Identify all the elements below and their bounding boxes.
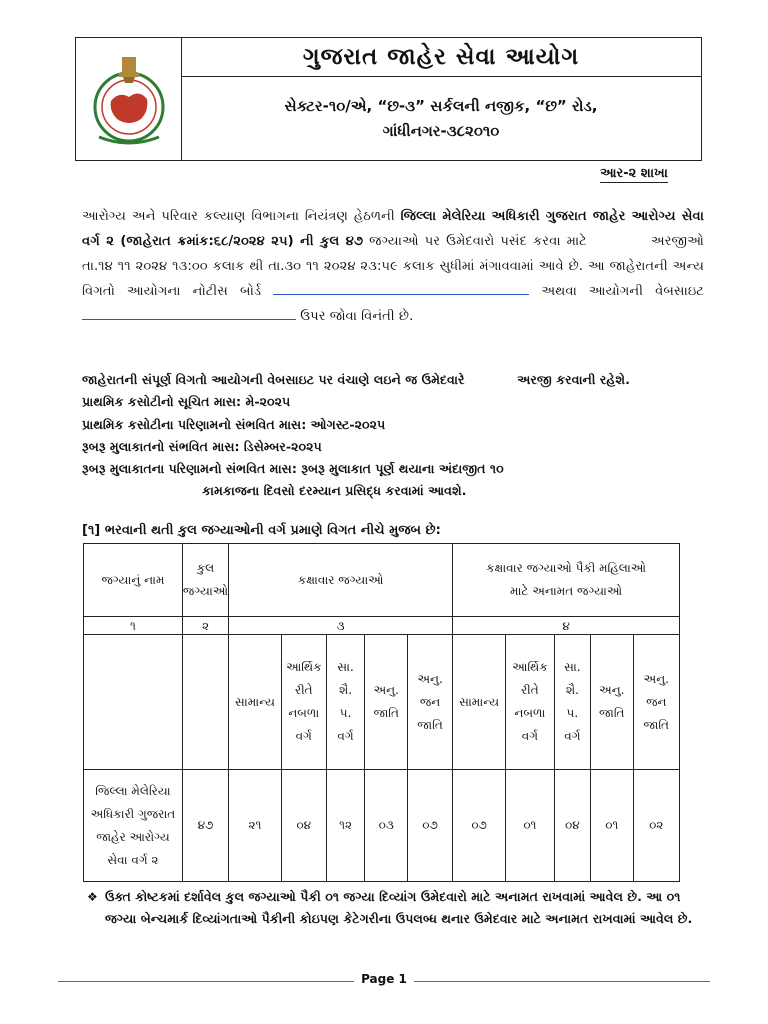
header-box (75, 37, 702, 161)
category-cell: અનુ. જાતિ (591, 635, 634, 770)
intro-post-name: જિલ્લા મેલેરિયા અધિકારી ગુજરાત જાહેર આરોગ્ય સેવા વર્ગ ૨ (જાહેરાત ક્રમાંક:૬૮/૨૦૨૪ ૨૫) ની કુલ ૪૭ (82, 209, 704, 249)
header-total: કુલ જગ્યાઓ (182, 544, 228, 617)
table-number-row (84, 617, 680, 635)
value-cell: ૦૪ (281, 770, 326, 882)
website-link[interactable] (82, 306, 296, 320)
header-post-name: જગ્યાનું નામ (84, 544, 183, 617)
schedule-notes (82, 369, 704, 503)
table-category-row (84, 635, 680, 770)
emblem-icon (89, 49, 169, 149)
note-line-5: રૂબરૂ મુલાકાતના પરિણામનો સંભવિત માસ: રૂબરૂ મુલાકાત પૂર્ણ થયાના અંદાજીત ૧૦ (82, 461, 504, 477)
value-cell: ૦૪ (554, 770, 590, 882)
header-categories: કક્ષાવાર જગ્યાઓ (229, 544, 453, 617)
intro-text-1: આરોગ્ય અને પરિવાર કલ્યાણ વિભાગના નિયંત્રણ હેઠળની (82, 209, 401, 224)
branch-label: આર-૨ શાખા (600, 166, 668, 181)
value-cell: ૦૩ (365, 770, 408, 882)
gpsc-logo (76, 38, 182, 160)
category-cell: અનુ. જન જાતિ (633, 635, 680, 770)
commission-title: ગુજરાત જાહેર સેવા આયોગ (181, 38, 701, 77)
col-number: ૧ (84, 617, 183, 635)
value-cell: ૦૭ (453, 770, 506, 882)
category-cell: આર્થિક રીતે નબળા વર્ગ (281, 635, 326, 770)
col-number: ૩ (229, 617, 453, 635)
page-number: Page 1 (361, 972, 407, 986)
bullet-icon: ❖ (87, 890, 98, 904)
col-number: ૪ (453, 617, 680, 635)
category-cell: સા. શૈ. પ. વર્ગ (554, 635, 590, 770)
note-line-5-cont: કામકાજના દિવસો દરમ્યાન પ્રસિદ્ધ કરવામાં આવશે. (202, 483, 467, 499)
intro-text-4: અથવા આયોગની વેબસાઇટ (541, 284, 704, 299)
intro-text-3: અરજીઓ તા.૧૪ ૧૧ ૨૦૨૪ ૧૩:૦૦ કલાક થી તા.૩૦ ૧૧ ૨૦૨૪ ૨૩:૫૯ કલાક સુધીમાં મંગાવવામાં આવે છે. આ જાહેરાતની અન્ય વિગતો આયોગના નોટીસ બોર્ડ (82, 234, 704, 299)
total-cell: ૪૭ (182, 770, 228, 882)
table-heading: [૧] ભરવાની થતી કુલ જગ્યાઓની વર્ગ પ્રમાણે વિગત નીચે મુજબ છે: (82, 523, 441, 538)
category-cell: સામાન્ય (229, 635, 282, 770)
post-name-cell: જિલ્લા મેલેરિયા અધિકારી ગુજરાત જાહેર આરોગ્ય સેવા વર્ગ ૨ (84, 770, 183, 882)
col-number: ૨ (182, 617, 228, 635)
commission-address (181, 78, 701, 160)
note-line-1: જાહેરાતની સંપૂર્ણ વિગતો આયોગની વેબસાઇટ પર વંચાણે લઇને જ ઉમેદવારે અરજી કરવાની રહેશે. (82, 372, 630, 387)
value-cell: ૦૧ (591, 770, 634, 882)
note-line-2: પ્રાથમિક કસોટીનો સૂચિત માસ: મે-૨૦૨૫ (82, 394, 291, 410)
intro-text-2: જગ્યાઓ પર ઉમેદવારો પસંદ કરવા માટે (363, 234, 587, 249)
intro-text-5: ઉપર જોવા વિનંતી છે. (300, 309, 414, 324)
intro-paragraph (82, 204, 704, 329)
table-row (84, 770, 680, 882)
value-cell: ૦૭ (407, 770, 452, 882)
category-cell: સા. શૈ. પ. વર્ગ (326, 635, 365, 770)
value-cell: ૦૨ (633, 770, 680, 882)
address-line-2: ગાંધીનગર-૩૮૨૦૧૦ (382, 122, 500, 140)
address-line-1: સેક્ટર-૧૦/એ, “છ-૩” સર્કલની નજીક, “છ” રોડ, (284, 97, 598, 115)
value-cell: ૨૧ (229, 770, 282, 882)
notice-board-link[interactable] (273, 281, 529, 295)
category-cell: અનુ. જાતિ (365, 635, 408, 770)
category-cell: અનુ. જન જાતિ (407, 635, 452, 770)
note-line-4: રૂબરૂ મુલાકાતનો સંભવિત માસ: ડિસેમ્બર-૨૦૨૫ (82, 438, 322, 454)
category-cell: સામાન્ય (453, 635, 506, 770)
note-line-3: પ્રાથમિક કસોટીના પરિણામનો સંભવિત માસ: ઓગસ્ટ-૨૦૨૫ (82, 416, 386, 432)
category-cell: આર્થિક રીતે નબળા વર્ગ (506, 635, 555, 770)
footer-rule-right (414, 981, 710, 982)
vacancy-table (83, 543, 680, 882)
table-header-row (84, 544, 680, 617)
value-cell: ૦૧ (506, 770, 555, 882)
footer-rule-left (58, 981, 354, 982)
header-women-reserved: કક્ષાવાર જગ્યાઓ પૈકી મહિલાઓ માટે અનામત જગ્યાઓ (453, 544, 680, 617)
value-cell: ૧૨ (326, 770, 365, 882)
footnote-text: ઉક્ત કોષ્ટકમાં દર્શાવેલ કુલ જગ્યાઓ પૈકી ૦૧ જગ્યા દિવ્યાંગ ઉમેદવારો માટે અનામત રાખવામાં આવેલ છે. આ ૦૧ જગ્યા બેન્ચમાર્ક દિવ્યાંગતાઓ પૈકીની કોઇપણ કેટેગરીના ઉપલબ્ધ થનાર ઉમેદવાર માટે અનામત રાખવામાં આવેલ છે. (105, 889, 693, 926)
footnote (87, 886, 705, 930)
